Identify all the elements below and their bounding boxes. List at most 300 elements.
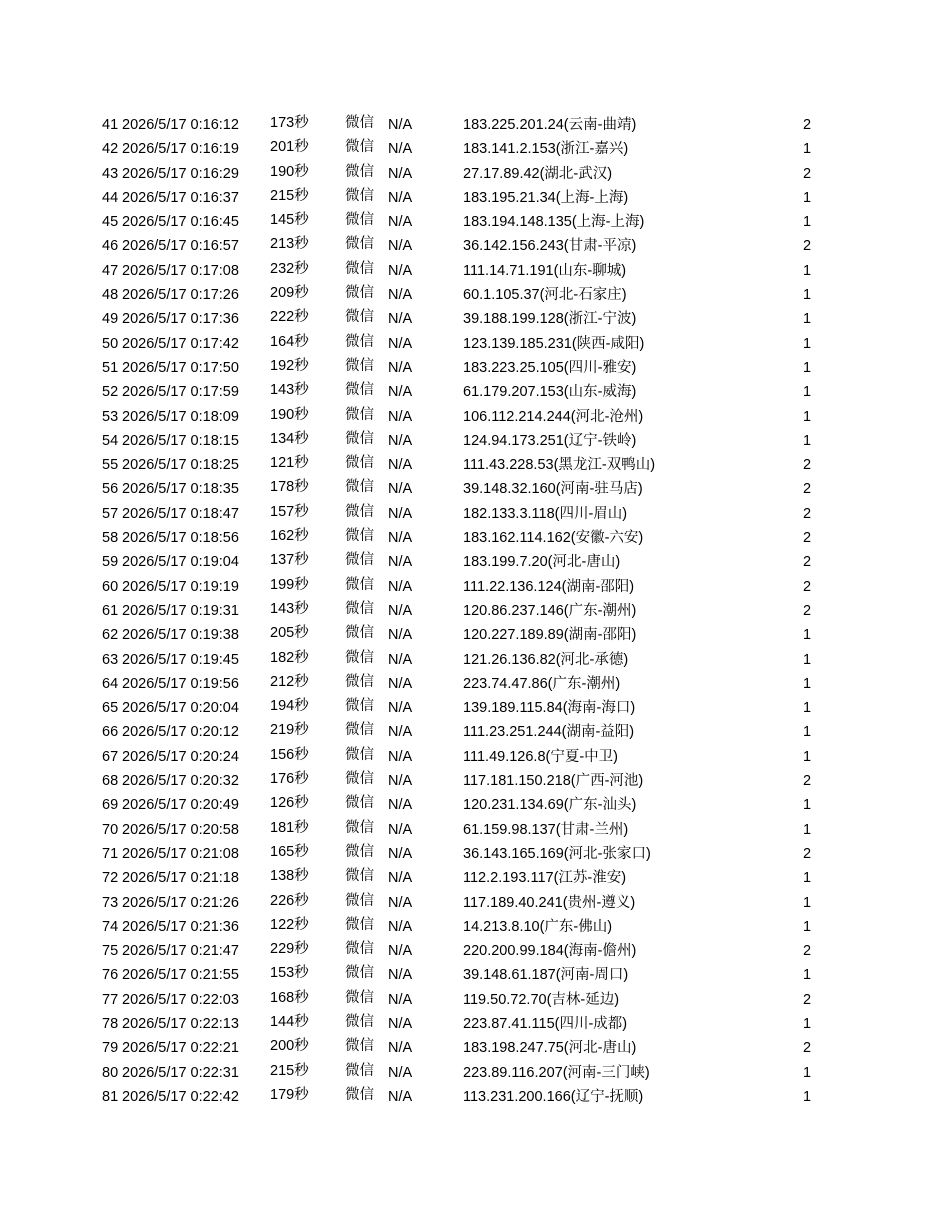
ip-location: 119.50.72.70(吉林-延边)	[463, 991, 620, 1008]
visit-source: 微信	[345, 115, 374, 131]
visit-duration: 162秒	[270, 528, 309, 545]
na-value: N/A	[388, 384, 413, 401]
table-row	[0, 1085, 950, 1109]
visit-count: 2	[803, 481, 812, 498]
ip-location: 117.181.150.218(广西-河池)	[463, 773, 644, 790]
na-value: N/A	[388, 894, 413, 911]
visit-duration: 200秒	[270, 1038, 309, 1055]
ip-location: 60.1.105.37(河北-石家庄)	[463, 287, 627, 304]
visit-time: 2026/5/17 0:20:12	[122, 724, 239, 741]
table-row	[0, 963, 950, 987]
ip-location: 36.142.156.243(甘肃-平凉)	[463, 238, 637, 255]
na-value: N/A	[388, 311, 413, 328]
na-value: N/A	[388, 991, 413, 1008]
ip-location: 14.213.8.10(广东-佛山)	[463, 918, 613, 935]
visit-duration: 219秒	[270, 722, 309, 739]
visit-source: 微信	[345, 965, 374, 982]
visit-count: 1	[803, 675, 812, 692]
visit-count: 2	[803, 554, 812, 571]
ip-location: 111.22.136.124(湖南-邵阳)	[463, 578, 635, 595]
na-value: N/A	[388, 432, 413, 449]
visit-source: 微信	[345, 285, 374, 302]
visit-duration: 215秒	[270, 187, 309, 204]
visit-count: 1	[803, 311, 812, 328]
table-row	[0, 818, 950, 842]
visit-source: 微信	[345, 309, 374, 326]
ip-location: 183.199.7.20(河北-唐山)	[463, 554, 621, 571]
na-value: N/A	[388, 1064, 413, 1081]
visit-duration: 173秒	[270, 115, 309, 131]
visit-source: 微信	[345, 479, 374, 496]
row-number: 44	[102, 189, 119, 206]
ip-location: 183.162.114.162(安徽-六安)	[463, 530, 644, 547]
visit-time: 2026/5/17 0:22:03	[122, 991, 239, 1008]
visit-duration: 190秒	[270, 406, 309, 423]
visit-duration: 157秒	[270, 503, 309, 520]
visit-count: 1	[803, 359, 812, 376]
row-number: 77	[102, 991, 119, 1008]
table-row	[0, 1036, 950, 1060]
row-number: 71	[102, 845, 119, 862]
table-row	[0, 307, 950, 331]
visit-source: 微信	[345, 771, 374, 788]
table-row	[0, 1012, 950, 1036]
row-number: 58	[102, 530, 119, 547]
ip-location: 183.195.21.34(上海-上海)	[463, 189, 629, 206]
na-value: N/A	[388, 724, 413, 741]
row-number: 80	[102, 1064, 119, 1081]
row-number: 51	[102, 359, 119, 376]
row-number: 72	[102, 870, 119, 887]
visit-count: 1	[803, 700, 812, 717]
table-row	[0, 405, 950, 429]
row-number: 46	[102, 238, 119, 255]
visit-time: 2026/5/17 0:20:32	[122, 773, 239, 790]
table-row	[0, 186, 950, 210]
table-row	[0, 939, 950, 963]
table-row	[0, 429, 950, 453]
visit-duration: 212秒	[270, 673, 309, 690]
table-row	[0, 162, 950, 186]
visit-duration: 181秒	[270, 819, 309, 836]
row-number: 65	[102, 700, 119, 717]
table-row	[0, 283, 950, 307]
visit-count: 1	[803, 894, 812, 911]
na-value: N/A	[388, 189, 413, 206]
row-number: 70	[102, 821, 119, 838]
row-number: 76	[102, 967, 119, 984]
visit-time: 2026/5/17 0:22:13	[122, 1015, 239, 1032]
visit-count: 2	[803, 943, 812, 960]
na-value: N/A	[388, 675, 413, 692]
visit-source: 微信	[345, 698, 374, 715]
visit-time: 2026/5/17 0:22:42	[122, 1088, 239, 1105]
visit-count: 2	[803, 578, 812, 595]
na-value: N/A	[388, 700, 413, 717]
na-value: N/A	[388, 1040, 413, 1057]
table-row	[0, 234, 950, 258]
visit-source: 微信	[345, 576, 374, 593]
visit-time: 2026/5/17 0:19:19	[122, 578, 239, 595]
visit-source: 微信	[345, 916, 374, 933]
visit-source: 微信	[345, 673, 374, 690]
visit-count: 1	[803, 1088, 812, 1105]
row-number: 43	[102, 165, 119, 182]
table-row	[0, 550, 950, 574]
visit-time: 2026/5/17 0:21:55	[122, 967, 239, 984]
row-number: 55	[102, 457, 119, 474]
visit-source: 微信	[345, 430, 374, 447]
visit-duration: 165秒	[270, 843, 309, 860]
visit-duration: 145秒	[270, 212, 309, 229]
table-row	[0, 575, 950, 599]
na-value: N/A	[388, 141, 413, 158]
visit-time: 2026/5/17 0:22:31	[122, 1064, 239, 1081]
ip-location: 182.133.3.118(四川-眉山)	[463, 505, 628, 522]
row-number: 45	[102, 214, 119, 231]
visit-count: 1	[803, 432, 812, 449]
na-value: N/A	[388, 481, 413, 498]
na-value: N/A	[388, 845, 413, 862]
visit-count: 1	[803, 1015, 812, 1032]
table-row	[0, 477, 950, 501]
visit-duration: 178秒	[270, 479, 309, 496]
row-number: 54	[102, 432, 119, 449]
visit-duration: 134秒	[270, 430, 309, 447]
visit-time: 2026/5/17 0:16:19	[122, 141, 239, 158]
visit-source: 微信	[345, 187, 374, 204]
visit-time: 2026/5/17 0:21:26	[122, 894, 239, 911]
visit-time: 2026/5/17 0:18:15	[122, 432, 239, 449]
ip-location: 183.198.247.75(河北-唐山)	[463, 1040, 637, 1057]
visit-source: 微信	[345, 795, 374, 812]
visit-time: 2026/5/17 0:19:45	[122, 651, 239, 668]
visit-count: 2	[803, 165, 812, 182]
visit-source: 微信	[345, 455, 374, 472]
row-number: 68	[102, 773, 119, 790]
visit-count: 1	[803, 821, 812, 838]
visit-time: 2026/5/17 0:20:58	[122, 821, 239, 838]
ip-location: 123.139.185.231(陕西-咸阳)	[463, 335, 645, 352]
ip-location: 111.49.126.8(宁夏-中卫)	[463, 748, 618, 765]
visit-count: 2	[803, 845, 812, 862]
row-number: 47	[102, 262, 119, 279]
row-number: 69	[102, 797, 119, 814]
visit-count: 1	[803, 724, 812, 741]
na-value: N/A	[388, 117, 413, 133]
na-value: N/A	[388, 797, 413, 814]
visit-source: 微信	[345, 139, 374, 156]
visit-duration: 143秒	[270, 382, 309, 399]
visit-count: 1	[803, 1064, 812, 1081]
row-number: 48	[102, 287, 119, 304]
ip-location: 61.179.207.153(山东-威海)	[463, 384, 637, 401]
visit-count: 1	[803, 870, 812, 887]
na-value: N/A	[388, 967, 413, 984]
visit-duration: 138秒	[270, 868, 309, 885]
table-row	[0, 210, 950, 234]
table-row	[0, 988, 950, 1012]
visit-time: 2026/5/17 0:21:08	[122, 845, 239, 862]
visit-count: 1	[803, 287, 812, 304]
row-number: 41	[102, 117, 119, 133]
row-number: 64	[102, 675, 119, 692]
ip-location: 39.148.61.187(河南-周口)	[463, 967, 629, 984]
visit-source: 微信	[345, 1086, 374, 1103]
visit-count: 1	[803, 748, 812, 765]
ip-location: 120.227.189.89(湖南-邵阳)	[463, 627, 637, 644]
table-row	[0, 453, 950, 477]
ip-location: 61.159.98.137(甘肃-兰州)	[463, 821, 629, 838]
visit-duration: 176秒	[270, 771, 309, 788]
row-number: 75	[102, 943, 119, 960]
visit-count: 2	[803, 117, 812, 133]
ip-location: 111.14.71.191(山东-聊城)	[463, 262, 627, 279]
na-value: N/A	[388, 943, 413, 960]
visit-source: 微信	[345, 941, 374, 958]
row-number: 74	[102, 918, 119, 935]
row-number: 52	[102, 384, 119, 401]
row-number: 60	[102, 578, 119, 595]
table-row	[0, 259, 950, 283]
visit-time: 2026/5/17 0:16:29	[122, 165, 239, 182]
visit-count: 1	[803, 189, 812, 206]
ip-location: 223.74.47.86(广东-潮州)	[463, 675, 621, 692]
na-value: N/A	[388, 918, 413, 935]
visit-duration: 205秒	[270, 625, 309, 642]
ip-location: 223.89.116.207(河南-三门峡)	[463, 1064, 650, 1081]
visit-source: 微信	[345, 892, 374, 909]
ip-location: 124.94.173.251(辽宁-铁岭)	[463, 432, 637, 449]
na-value: N/A	[388, 1015, 413, 1032]
visit-duration: 201秒	[270, 139, 309, 156]
visit-count: 2	[803, 602, 812, 619]
ip-location: 113.231.200.166(辽宁-抚顺)	[463, 1088, 644, 1105]
visit-source: 微信	[345, 746, 374, 763]
visit-duration: 229秒	[270, 941, 309, 958]
ip-location: 106.112.214.244(河北-沧州)	[463, 408, 644, 425]
visit-source: 微信	[345, 649, 374, 666]
ip-location: 36.143.165.169(河北-张家口)	[463, 845, 651, 862]
na-value: N/A	[388, 1088, 413, 1105]
na-value: N/A	[388, 457, 413, 474]
na-value: N/A	[388, 359, 413, 376]
visit-duration: 215秒	[270, 1062, 309, 1079]
visit-count: 1	[803, 797, 812, 814]
visit-duration: 122秒	[270, 916, 309, 933]
na-value: N/A	[388, 554, 413, 571]
ip-location: 39.188.199.128(浙江-宁波)	[463, 311, 637, 328]
visit-duration: 168秒	[270, 989, 309, 1006]
visit-source: 微信	[345, 843, 374, 860]
visit-time: 2026/5/17 0:18:47	[122, 505, 239, 522]
row-number: 61	[102, 602, 119, 619]
row-number: 73	[102, 894, 119, 911]
visit-duration: 164秒	[270, 333, 309, 350]
visit-source: 微信	[345, 406, 374, 423]
ip-location: 111.23.251.244(湖南-益阳)	[463, 724, 635, 741]
table-row	[0, 137, 950, 161]
visit-count: 2	[803, 238, 812, 255]
table-row	[0, 648, 950, 672]
visit-count: 1	[803, 408, 812, 425]
ip-location: 183.194.148.135(上海-上海)	[463, 214, 645, 231]
ip-location: 223.87.41.115(四川-成都)	[463, 1015, 628, 1032]
visit-source: 微信	[345, 260, 374, 277]
table-row	[0, 380, 950, 404]
visit-count: 2	[803, 505, 812, 522]
visit-time: 2026/5/17 0:22:21	[122, 1040, 239, 1057]
na-value: N/A	[388, 773, 413, 790]
visit-source: 微信	[345, 600, 374, 617]
visit-duration: 213秒	[270, 236, 309, 253]
table-row	[0, 866, 950, 890]
table-row	[0, 915, 950, 939]
visit-duration: 182秒	[270, 649, 309, 666]
na-value: N/A	[388, 165, 413, 182]
na-value: N/A	[388, 505, 413, 522]
na-value: N/A	[388, 627, 413, 644]
visit-count: 1	[803, 651, 812, 668]
na-value: N/A	[388, 748, 413, 765]
row-number: 59	[102, 554, 119, 571]
visit-duration: 153秒	[270, 965, 309, 982]
visit-time: 2026/5/17 0:21:47	[122, 943, 239, 960]
visit-count: 2	[803, 530, 812, 547]
table-row	[0, 1061, 950, 1085]
table-row	[0, 526, 950, 550]
table-row	[0, 696, 950, 720]
table-row	[0, 599, 950, 623]
visit-duration: 222秒	[270, 309, 309, 326]
visit-count: 1	[803, 918, 812, 935]
visit-duration: 156秒	[270, 746, 309, 763]
ip-location: 112.2.193.117(江苏-淮安)	[463, 870, 627, 887]
visit-source: 微信	[345, 357, 374, 374]
visit-time: 2026/5/17 0:17:59	[122, 384, 239, 401]
visit-time: 2026/5/17 0:17:50	[122, 359, 239, 376]
ip-location: 39.148.32.160(河南-驻马店)	[463, 481, 643, 498]
table-row	[0, 745, 950, 769]
visit-duration: 199秒	[270, 576, 309, 593]
visit-time: 2026/5/17 0:17:42	[122, 335, 239, 352]
table-row	[0, 332, 950, 356]
ip-location: 120.231.134.69(广东-汕头)	[463, 797, 637, 814]
visit-count: 1	[803, 384, 812, 401]
na-value: N/A	[388, 651, 413, 668]
visit-source: 微信	[345, 528, 374, 545]
na-value: N/A	[388, 602, 413, 619]
visit-duration: 144秒	[270, 1013, 309, 1030]
ip-location: 121.26.136.82(河北-承德)	[463, 651, 629, 668]
table-row	[0, 502, 950, 526]
visit-time: 2026/5/17 0:21:36	[122, 918, 239, 935]
na-value: N/A	[388, 262, 413, 279]
visit-source: 微信	[345, 382, 374, 399]
ip-location: 183.141.2.153(浙江-嘉兴)	[463, 141, 629, 158]
na-value: N/A	[388, 408, 413, 425]
visit-source: 微信	[345, 503, 374, 520]
na-value: N/A	[388, 530, 413, 547]
ip-location: 27.17.89.42(湖北-武汉)	[463, 165, 613, 182]
ip-location: 120.86.237.146(广东-潮州)	[463, 602, 637, 619]
visit-source: 微信	[345, 552, 374, 569]
visit-count: 2	[803, 773, 812, 790]
visit-time: 2026/5/17 0:21:18	[122, 870, 239, 887]
visit-count: 2	[803, 991, 812, 1008]
visit-source: 微信	[345, 333, 374, 350]
visit-time: 2026/5/17 0:20:24	[122, 748, 239, 765]
row-number: 81	[102, 1088, 119, 1105]
visit-time: 2026/5/17 0:18:09	[122, 408, 239, 425]
visit-time: 2026/5/17 0:19:31	[122, 602, 239, 619]
ip-location: 183.225.201.24(云南-曲靖)	[463, 117, 637, 133]
visit-source: 微信	[345, 1038, 374, 1055]
na-value: N/A	[388, 821, 413, 838]
row-number: 67	[102, 748, 119, 765]
table-row	[0, 623, 950, 647]
visit-time: 2026/5/17 0:17:08	[122, 262, 239, 279]
visit-count: 2	[803, 1040, 812, 1057]
na-value: N/A	[388, 214, 413, 231]
row-number: 42	[102, 141, 119, 158]
visit-source: 微信	[345, 625, 374, 642]
ip-location: 111.43.228.53(黑龙江-双鸭山)	[463, 457, 656, 474]
visit-time: 2026/5/17 0:19:56	[122, 675, 239, 692]
visit-source: 微信	[345, 819, 374, 836]
visit-source: 微信	[345, 212, 374, 229]
visit-source: 微信	[345, 722, 374, 739]
visit-time: 2026/5/17 0:20:04	[122, 700, 239, 717]
row-number: 53	[102, 408, 119, 425]
visit-time: 2026/5/17 0:19:38	[122, 627, 239, 644]
visit-source: 微信	[345, 989, 374, 1006]
visit-source: 微信	[345, 236, 374, 253]
ip-location: 117.189.40.241(贵州-遵义)	[463, 894, 636, 911]
table-row	[0, 672, 950, 696]
visit-duration: 232秒	[270, 260, 309, 277]
visit-count: 2	[803, 457, 812, 474]
row-number: 49	[102, 311, 119, 328]
row-number: 78	[102, 1015, 119, 1032]
visit-time: 2026/5/17 0:17:26	[122, 287, 239, 304]
visit-count: 1	[803, 141, 812, 158]
table-row	[0, 891, 950, 915]
row-number: 66	[102, 724, 119, 741]
visit-time: 2026/5/17 0:18:56	[122, 530, 239, 547]
visit-source: 微信	[345, 1062, 374, 1079]
table-row	[0, 842, 950, 866]
visit-source: 微信	[345, 163, 374, 180]
row-number: 56	[102, 481, 119, 498]
visit-source: 微信	[345, 868, 374, 885]
visit-count: 1	[803, 335, 812, 352]
visit-duration: 143秒	[270, 600, 309, 617]
visit-source: 微信	[345, 1013, 374, 1030]
visit-time: 2026/5/17 0:17:36	[122, 311, 239, 328]
na-value: N/A	[388, 335, 413, 352]
visit-duration: 137秒	[270, 552, 309, 569]
visit-time: 2026/5/17 0:20:49	[122, 797, 239, 814]
table-row	[0, 720, 950, 744]
visit-count: 1	[803, 627, 812, 644]
row-number: 57	[102, 505, 119, 522]
table-row	[0, 769, 950, 793]
visit-duration: 190秒	[270, 163, 309, 180]
na-value: N/A	[388, 238, 413, 255]
visit-duration: 194秒	[270, 698, 309, 715]
table-row	[0, 793, 950, 817]
